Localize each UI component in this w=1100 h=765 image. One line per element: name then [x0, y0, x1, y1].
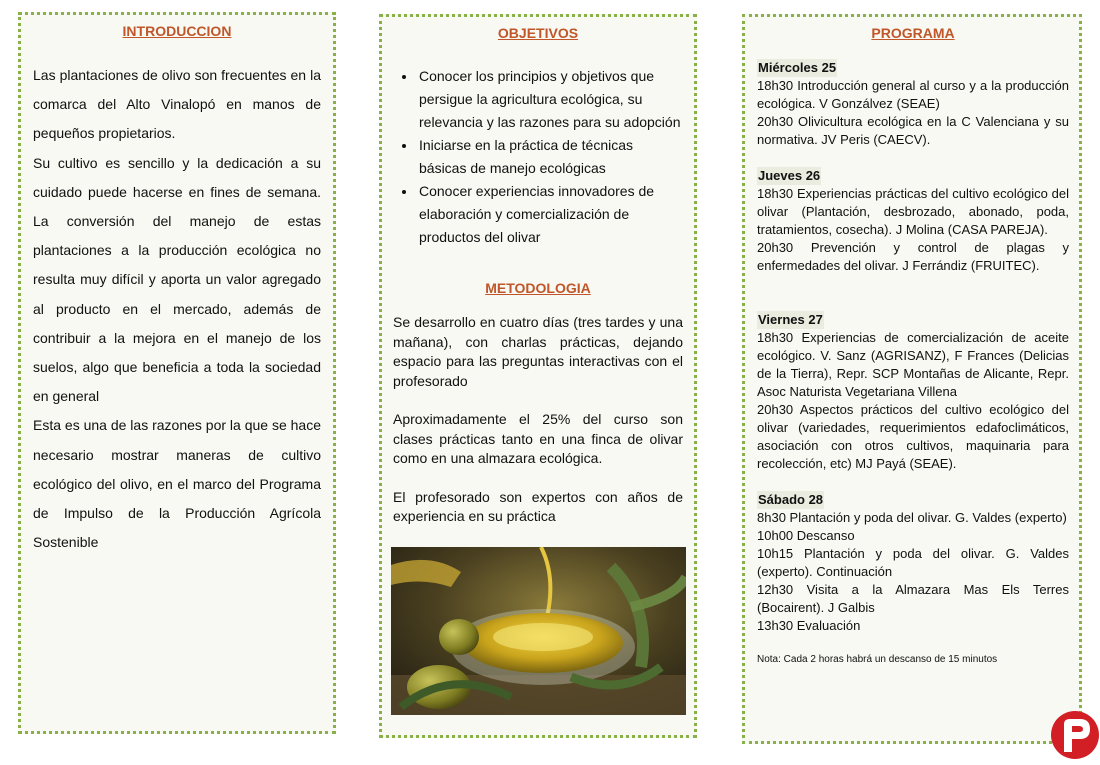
- program-day: [757, 59, 1069, 149]
- programa-schedule: [757, 59, 1069, 667]
- introduccion-panel: [18, 12, 336, 734]
- metodologia-body: [393, 313, 683, 527]
- metodologia-paragraph: El profesorado son expertos con años de experiencia en su práctica: [393, 488, 683, 524]
- program-entry: 12h30 Visita a la Almazara Mas Els Terres (Bocairent). J Galbis: [757, 582, 1069, 615]
- program-day-title: Viernes 27: [758, 312, 823, 327]
- intro-paragraph: Las plantaciones de olivo son frecuentes en la comarca del Alto Vinalopó en manos de pequeños propietarios.: [33, 67, 321, 142]
- introduccion-heading: INTRODUCCION: [122, 23, 232, 39]
- objetivos-list: [393, 65, 683, 249]
- objetivos-heading: OBJETIVOS: [497, 25, 579, 41]
- program-entry: 10h00 Descanso: [757, 528, 855, 543]
- program-entry: 20h30 Prevención y control de plagas y enfermedades del olivar. J Ferrándiz (FRUITEC).: [757, 240, 1069, 273]
- program-day-title: Jueves 26: [758, 168, 821, 183]
- objetivos-panel: [379, 14, 697, 738]
- program-entry: 18h30 Experiencias de comercialización de aceite ecológico. V. Sanz (AGRISANZ), F Frances (Delicias de la Tierra), Repr. SCP Montañas de Alicante, Repr. Asoc Naturista Vegetariana Villena: [757, 330, 1069, 399]
- program-entry: 8h30 Plantación y poda del olivar. G. Valdes (experto): [757, 510, 1067, 525]
- metodologia-heading: METODOLOGIA: [485, 280, 591, 296]
- objetivo-item: • Iniciarse en la práctica de técnicas básicas de manejo ecológicas: [417, 134, 683, 180]
- intro-paragraph: Su cultivo es sencillo y la dedicación a su cuidado puede hacerse en fines de semana. La conversión del manejo de estas plantaciones a la producción ecológica no resulta muy difícil y aporta un valor agregado al producto en el mercado, además de contribuir a la mejora en el manejo de los suelos, algo que beneficia a toda la sociedad en general: [33, 154, 321, 405]
- objetivo-item: • Conocer experiencias innovadores de elaboración y comercialización de productos del olivar: [417, 180, 683, 249]
- metodologia-paragraph: Aproximadamente el 25% del curso son clases prácticas tanto en una finca de olivar como en una almazara ecológica.: [393, 411, 683, 466]
- introduccion-body: [33, 61, 321, 557]
- objetivo-item: • Conocer los principios y objetivos que persigue la agricultura ecológica, su relevancia y las razones para su adopción: [417, 65, 683, 134]
- program-day-title: Miércoles 25: [758, 60, 837, 75]
- program-entry: 18h30 Introducción general al curso y a la producción ecológica. V Gonzálvez (SEAE): [757, 78, 1069, 111]
- program-entry: 10h15 Plantación y poda del olivar. G. Valdes (experto). Continuación: [757, 546, 1069, 579]
- program-entry: 20h30 Aspectos prácticos del cultivo ecológico del olivar (variedades, requerimientos edafoclimáticos, asociación con otros cultivos, maquinaria para recolección, etc) MJ Payá (SEAE).: [757, 402, 1069, 471]
- brand-logo-icon: [1050, 710, 1100, 760]
- program-entry: 13h30 Evaluación: [757, 618, 861, 633]
- program-day-title: Sábado 28: [758, 492, 824, 507]
- programa-panel: [742, 14, 1082, 744]
- programa-heading: PROGRAMA: [871, 25, 955, 41]
- intro-paragraph: Esta es una de las razones por la que se hace necesario mostrar maneras de cultivo ecológico del olivo, en el marco del Programa de Impulso de la Producción Agrícola Sostenible: [33, 417, 321, 551]
- program-day: [757, 167, 1069, 275]
- program-entry: 20h30 Olivicultura ecológica en la C Valenciana y su normativa. JV Peris (CAECV).: [757, 114, 1069, 147]
- program-day: [757, 491, 1069, 635]
- program-day: [757, 311, 1069, 473]
- program-entry: 18h30 Experiencias prácticas del cultivo ecológico del olivar (Plantación, desbrozado, abonado, poda, tratamientos, cosecha). J Molina (CASA PAREJA).: [757, 186, 1069, 237]
- metodologia-paragraph: Se desarrollo en cuatro días (tres tardes y una mañana), con charlas prácticas, dejando espacio para las preguntas interactivas con el profesorado: [393, 314, 683, 389]
- olive-oil-photo: [391, 547, 686, 715]
- program-note: Nota: Cada 2 horas habrá un descanso de 15 minutos: [757, 654, 998, 665]
- olive-oil-illustration: [391, 547, 686, 715]
